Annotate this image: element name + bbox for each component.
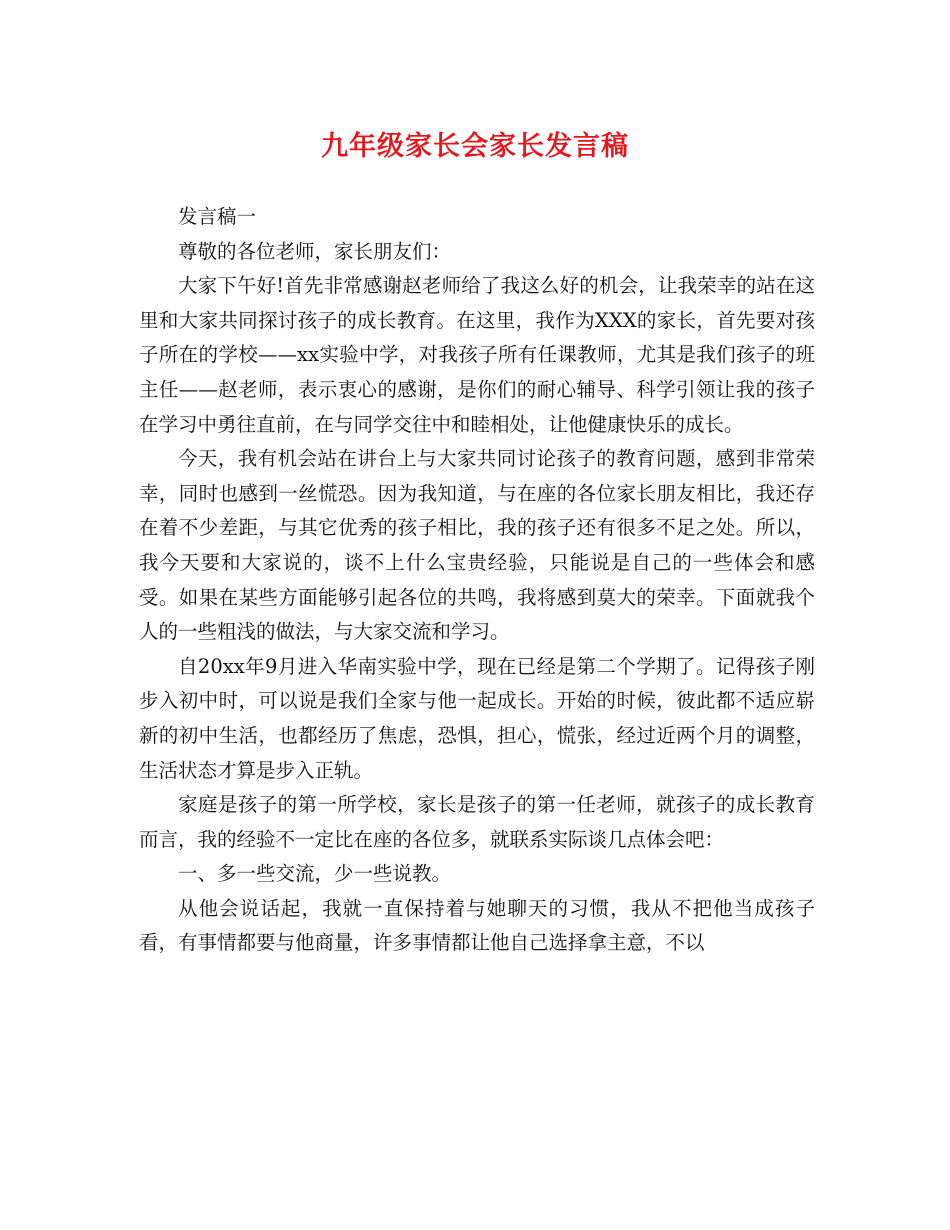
document-title: 九年级家长会家长发言稿 (321, 131, 629, 162)
paragraph-salutation: 尊敬的各位老师，家长朋友们： (178, 239, 452, 263)
paragraph-school-entry: 自20xx年9月进入华南实验中学，现在已经是第二个学期了。记得孩子刚步入初中时，可以说是我们全家与他一起成长。开始的时候，彼此都不适应崭新的初中生活，也都经历了焦虑，恐惧，担心，慌张，经过近两个月的调整，生活状态才算是步入正轨。 (139, 654, 815, 782)
paragraph-greeting-thanks: 大家下午好!首先非常感谢赵老师给了我这么好的机会，让我荣幸的站在这里和大家共同探讨孩子的成长教育。在这里，我作为XXX的家长，首先要对孩子所在的学校——xx实验中学，对我孩子所有任课教师，尤其是我们孩子的班主任——赵老师，表示衷心的感谢，是你们的耐心辅导、科学引领让我的孩子在学习中勇往直前，在与同学交往中和睦相处，让他健康快乐的成长。 (139, 274, 815, 436)
paragraph-honor: 今天，我有机会站在讲台上与大家共同讨论孩子的教育问题，感到非常荣幸，同时也感到一丝慌恐。因为我知道，与在座的各位家长朋友相比，我还存在着不少差距，与其它优秀的孩子相比，我的孩子还有很多不足之处。所以，我今天要和大家说的，谈不上什么宝贵经验，只能说是自己的一些体会和感受。如果在某些方面能够引起各位的共鸣，我将感到莫大的荣幸。下面就我个人的一些粗浅的做法，与大家交流和学习。 (139, 447, 815, 644)
paragraph-communication: 从他会说话起，我就一直保持着与她聊天的习惯，我从不把他当成孩子看，有事情都要与他商量，许多事情都让他自己选择拿主意，不以 (139, 896, 815, 955)
document-body (139, 200, 815, 961)
paragraph-family-school: 家庭是孩子的第一所学校，家长是孩子的第一任老师，就孩子的成长教育而言，我的经验不一定比在座的各位多，就联系实际谈几点体会吧： (139, 793, 815, 851)
paragraph-heading-speech-one: 发言稿一 (178, 205, 257, 228)
paragraph-point-one-heading: 一、多一些交流，少一些说教。 (178, 862, 452, 886)
